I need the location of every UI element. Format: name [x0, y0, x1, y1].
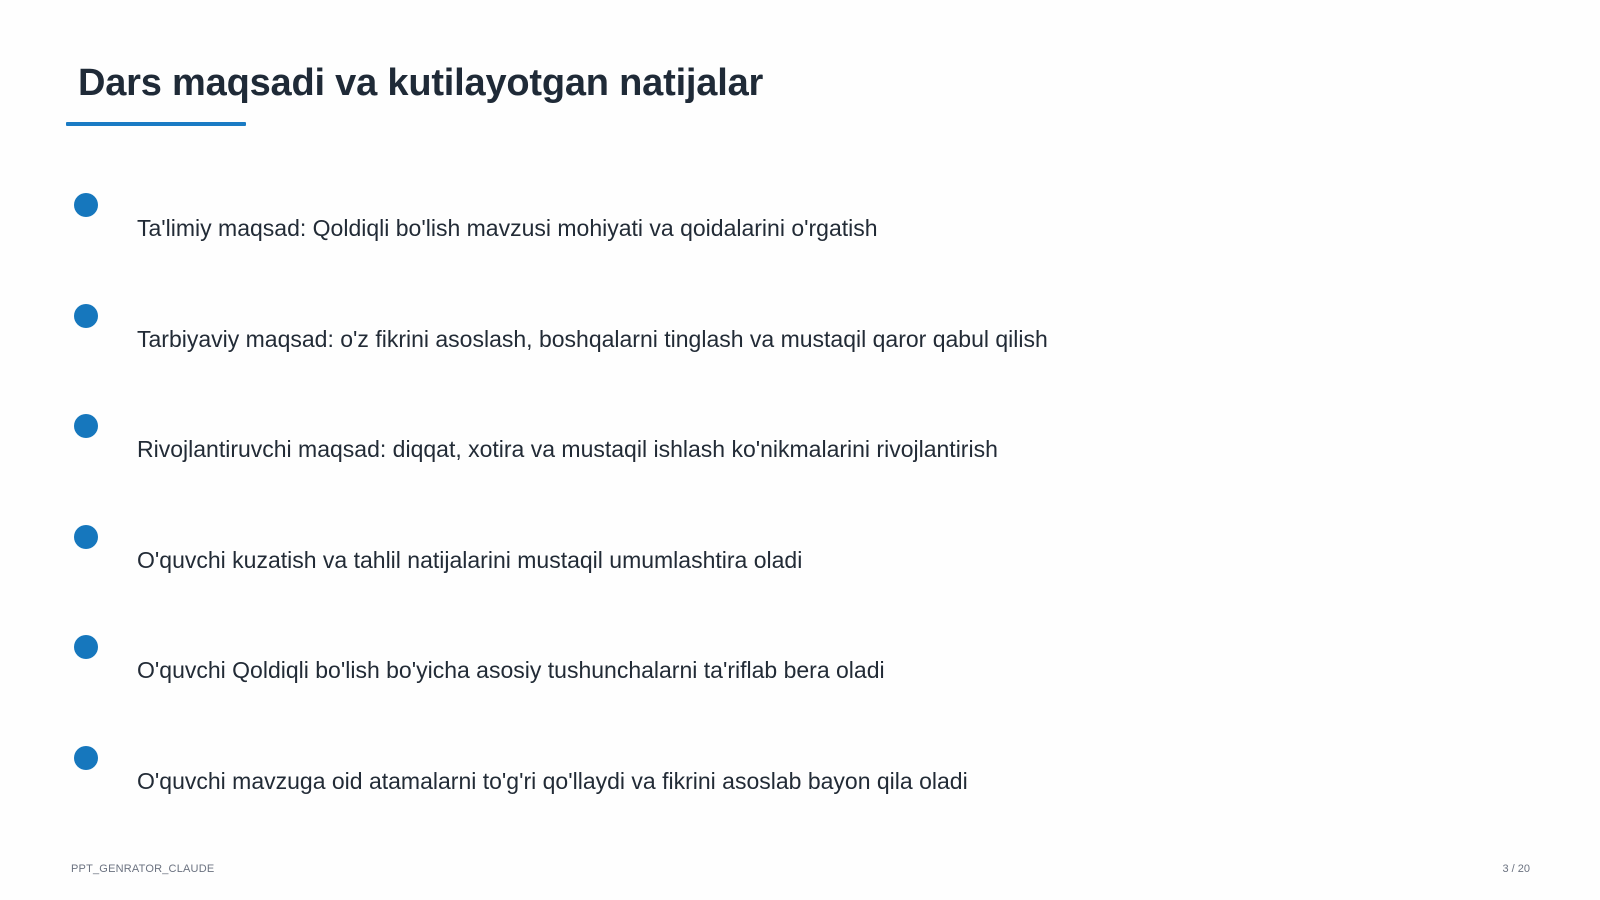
bullet-dot-icon: [74, 304, 98, 328]
list-item: [0, 525, 1500, 605]
bullet-dot-icon: [74, 525, 98, 549]
bullet-text: O'quvchi mavzuga oid atamalarni to'g'ri qo'llaydi va fikrini asoslab bayon qila oladi: [137, 768, 968, 794]
bullet-dot-icon: [74, 414, 98, 438]
page-number: 3 / 20: [1502, 863, 1530, 875]
bullet-dot-icon: [74, 746, 98, 770]
title-underline: [66, 122, 246, 126]
bullet-text: Rivojlantiruvchi maqsad: diqqat, xotira va mustaqil ishlash ko'nikmalarini rivojlantirish: [137, 436, 998, 462]
bullet-dot-icon: [74, 193, 98, 217]
footer-label: PPT_GENRATOR_CLAUDE: [71, 863, 215, 875]
bullet-text: O'quvchi kuzatish va tahlil natijalarini mustaqil umumlashtira oladi: [137, 547, 803, 573]
list-item: [0, 414, 1500, 494]
bullet-text: Tarbiyaviy maqsad: o'z fikrini asoslash, boshqalarni tinglash va mustaqil qaror qabul qilish: [137, 326, 1048, 352]
bullet-text: Ta'limiy maqsad: Qoldiqli bo'lish mavzusi mohiyati va qoidalarini o'rgatish: [137, 215, 878, 241]
bullet-dot-icon: [74, 635, 98, 659]
list-item: [0, 193, 1500, 273]
slide-title: Dars maqsadi va kutilayotgan natijalar: [78, 62, 764, 104]
list-item: [0, 635, 1500, 715]
list-item: [0, 746, 1500, 826]
list-item: [0, 304, 1500, 384]
bullet-text: O'quvchi Qoldiqli bo'lish bo'yicha asosiy tushunchalarni ta'riflab bera oladi: [137, 657, 885, 683]
